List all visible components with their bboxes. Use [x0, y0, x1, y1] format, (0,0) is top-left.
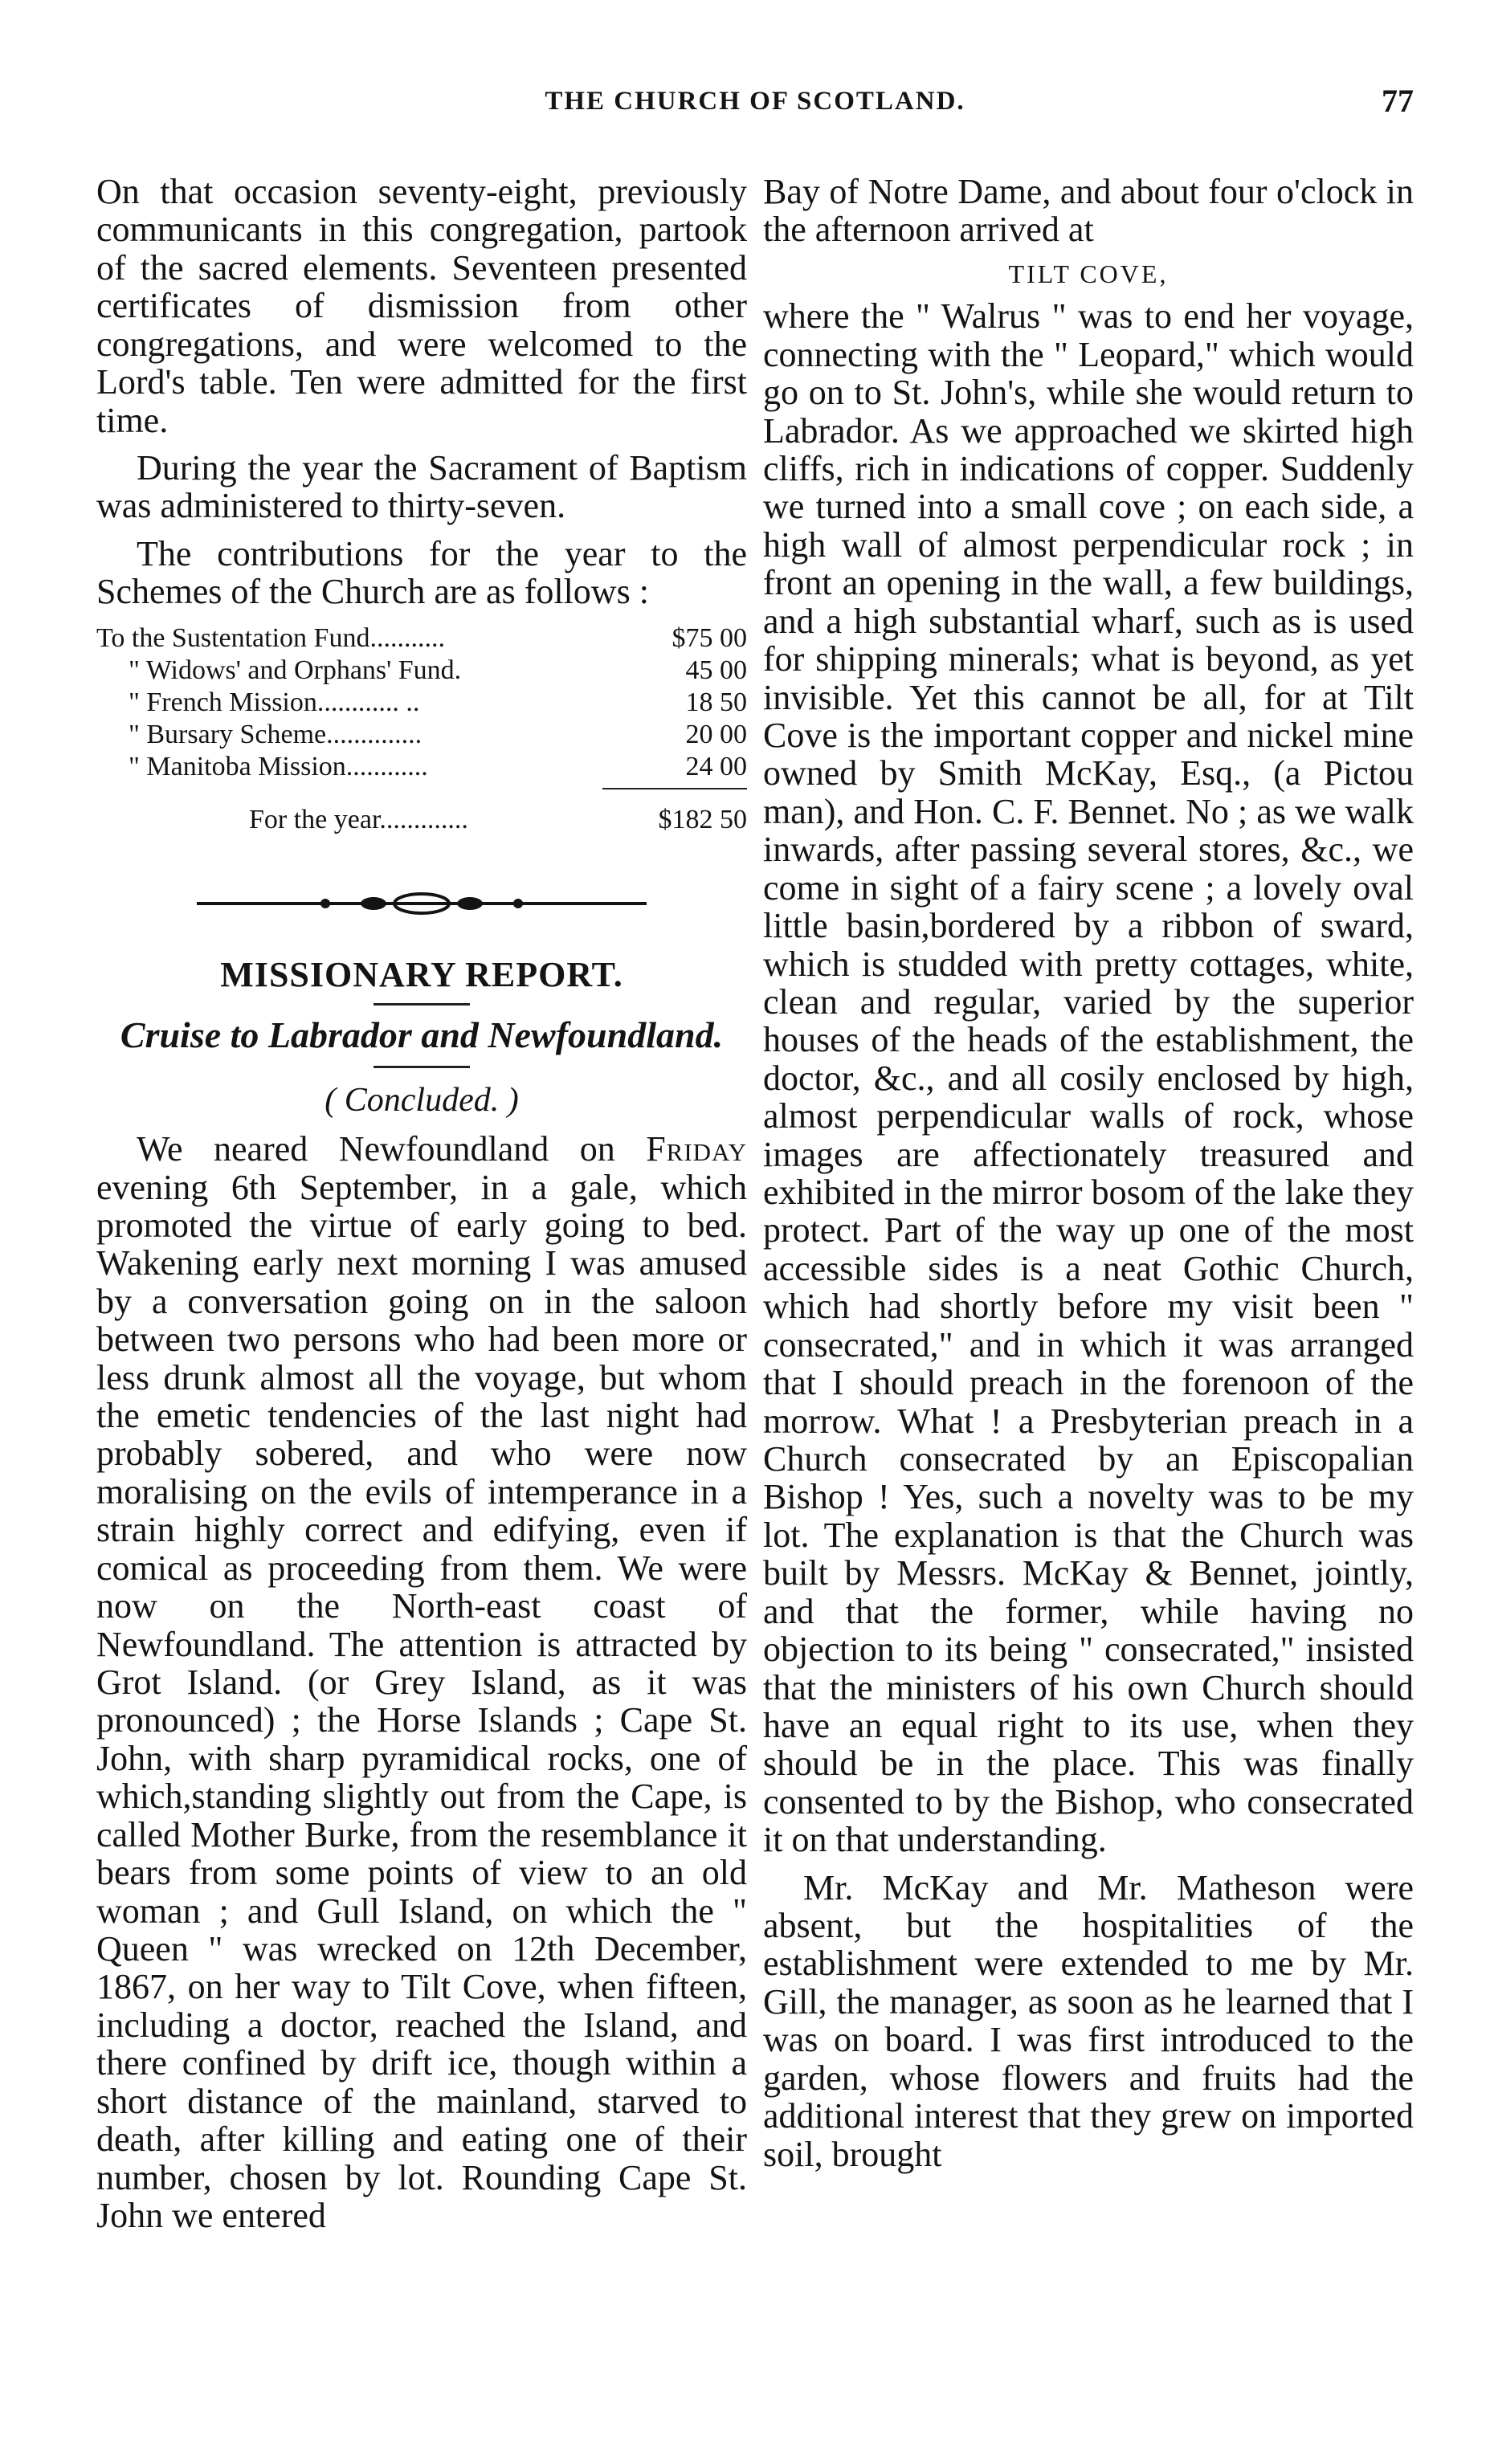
article-subtitle: Cruise to Labrador and Newfoundland.: [120, 1014, 724, 1056]
paragraph: During the year the Sacrament of Baptism was administered to thirty-seven.: [96, 447, 747, 526]
divider: [374, 1003, 470, 1006]
section-title: MISSIONARY REPORT.: [220, 954, 623, 994]
contribution-label: " Widows' and Orphans' Fund.: [129, 655, 462, 685]
paragraph-text: We neared Newfoundland on: [137, 1129, 647, 1169]
paragraph: Bay of Notre Dame, and about four o'clock in the afternoon arrived at: [763, 172, 1414, 250]
table-row: [96, 719, 747, 751]
table-row: [96, 687, 747, 719]
page-number: 77: [1382, 83, 1414, 119]
right-column: [763, 173, 1414, 2173]
contribution-label: " Manitoba Mission............: [129, 752, 428, 782]
concluded-note: ( Concluded. ): [325, 1081, 519, 1119]
contributions-table: [96, 622, 747, 784]
paragraph: On that occasion seventy-eight, previously communicants in this congregation, partook of the sacred elements. Seventeen presented certificates of dismission from other congregations, and were welcomed to the Lord's table. Ten were admitted for the first time.: [96, 172, 747, 440]
table-row: [96, 622, 747, 655]
place-heading: TILT COVE,: [1008, 259, 1169, 288]
total-row: [96, 806, 747, 835]
contribution-amount: $75 00: [672, 622, 747, 653]
day-name: Friday: [646, 1129, 747, 1169]
running-title: THE CHURCH OF SCOTLAND.: [545, 87, 965, 116]
contribution-amount: 18 50: [685, 687, 747, 717]
page-header: [96, 83, 1414, 135]
paragraph: Mr. McKay and Mr. Matheson were absent, but the hospitalities of the establishment were extended to me by Mr. Gill, the manager, as soon as he learned that I was on board. I was first introduced to the garden, whose flowers and fruits had the additional interest that they grew on imported soil, brought: [763, 1867, 1414, 2174]
contribution-amount: 20 00: [685, 719, 747, 749]
paragraph: [96, 1130, 747, 2234]
contribution-label: To the Sustentation Fund...........: [96, 622, 445, 653]
contribution-amount: 24 00: [685, 752, 747, 782]
total-label: For the year.............: [249, 805, 468, 835]
total-rule: [602, 788, 747, 789]
contribution-amount: 45 00: [685, 655, 747, 685]
decorative-rule-ornament-icon: [197, 891, 647, 916]
contribution-label: " Bursary Scheme..............: [129, 719, 423, 749]
divider: [374, 1066, 470, 1068]
paragraph-text: evening 6th September, in a gale, which promoted the virtue of early going to bed. Wakening early next morning I was amused by a conversation going on in the saloon between two persons who had been more or less drunk almost all the voyage, but whom the emetic tendencies of the last night had probably sobered, and who were now moralising on the evils of intemperance in a strain highly correct and edifying, even if comical as proceeding from them. We were now on the North-east coast of Newfoundland. The attention is attracted by Grot Island. (or Grey Island, as it was pronounced) ; the Horse Islands ; Cape St. John, with sharp pyramidical rocks, one of which,standing slightly out from the Cape, is called Mother Burke, from the resemblance it bears from some points of view to an old woman ; and Gull Island, on which the " Queen " was wrecked on 12th December, 1867, on her way to Tilt Cove, when fifteen, including a doctor, reached the Island, and there confined by drift ice, though within a short distance of the mainland, starved to death, after killing and eating one of their number, chosen by lot. Rounding Cape St. John we entered: [96, 1167, 747, 2235]
paragraph: where the " Walrus " was to end her voyage, connecting with the " Leopard," which would go on to St. John's, while she would return to Labrador. As we approached we skirted high cliffs, rich in indications of copper. Suddenly we turned into a small cove ; on each side, a high wall of almost perpendicular rock ; in front an opening in the wall, a few buildings, and a high substantial wharf, such as is used for shipping minerals; what is beyond, as yet invisible. Yet this cannot be all, for at Tilt Cove is the important copper and nickel mine owned by Smith McKay, Esq., (a Pictou man), and Hon. C. F. Bennet. No ; as we walk inwards, after passing several stores, &c., we come in sight of a fairy scene ; a lovely oval little basin,bordered by a ribbon of sward, which is studded with pretty cottages, white, clean and regular, varied by the superior houses of the heads of the establishment, the doctor, &c., and all cosily enclosed by high, almost perpendicular walls of rock, whose images are affectionately treasured and exhibited in the mirror bosom of the lake they protect. Part of the way up one of the most accessible sides is a neat Gothic Church, which had shortly before my visit been " consecrated," and in which it was arranged that I should preach in the forenoon of the morrow. What ! a Presbyterian preach in a Church consecrated by an Episcopalian Bishop ! Yes, such a novelty was to be my lot. The explanation is that the Church was built by Messrs. McKay & Bennet, jointly, and that the former, while having no objection to its being " consecrated," insisted that the ministers of his own Church should have an equal right to its use, when they should be in the place. This was finally consented to by the Bishop, who consecrated it on that understanding.: [763, 296, 1414, 1860]
table-row: [96, 751, 747, 783]
contribution-label: " French Mission............ ..: [129, 687, 420, 717]
left-column: [96, 173, 747, 2234]
paragraph: The contributions for the year to the Schemes of the Church are as follows :: [96, 533, 747, 612]
total-amount: $182 50: [658, 805, 747, 835]
table-row: [96, 655, 747, 687]
